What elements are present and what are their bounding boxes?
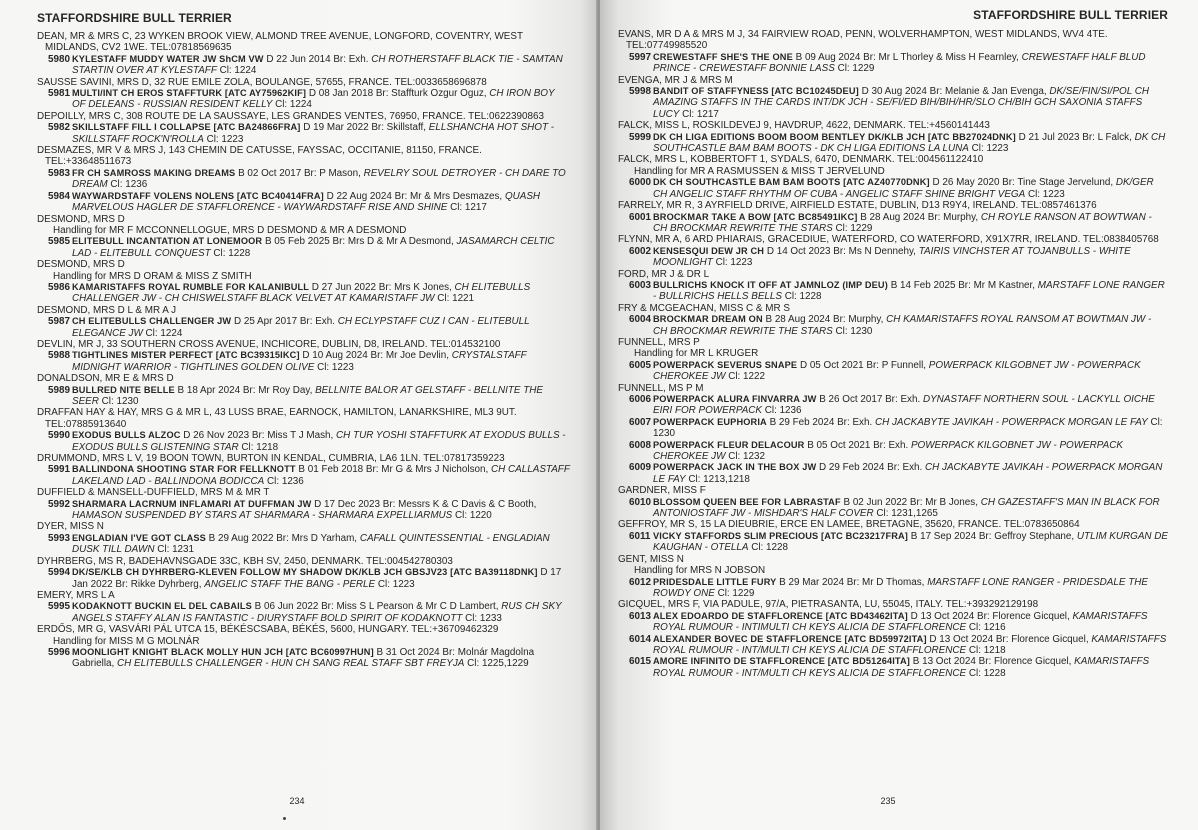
entry-number: 6011 [629,530,651,542]
dog-name: POWERPACK JACK IN THE BOX JW [653,462,817,473]
exhibitor-line: DONALDSON, MR E & MRS D [37,373,174,385]
dog-parentage: KAMARISTAFFS ROYAL RUMOUR - INTIMULTI CH KEYS ALICIA DE STAFFLORENCE [653,610,1148,634]
page-header: STAFFORDSHIRE BULL TERRIER [37,11,232,25]
dog-details: B 28 Aug 2024 Br: Murphy, [765,314,884,326]
dog-name: SKILLSTAFF FILL I COLLAPSE [ATC BA24866FRA] [72,122,301,133]
class-entries: Cl: 1217 [450,202,487,214]
dog-name: DK CH LIGA EDITIONS BOOM BOOM BENTLEY DK/KLB JCH [ATC BB27024DNK] [653,131,1016,142]
dog-details: D 13 Oct 2024 Br: Florence Gicquel, [929,633,1089,645]
dog-name: BROCKMAR TAKE A BOW [ATC BC85491IKC] [653,211,858,222]
dog-entry [618,212,1168,235]
dog-parentage: DK CH SOUTHCASTLE BAM BAM BOOTS - DK CH LIGA EDITIONS LA LUNA [653,131,1166,155]
dog-details: D 19 Mar 2022 Br: Skillstaff, [303,122,427,134]
dog-parentage: CH KAMARISTAFFS ROYAL RANSOM AT BOWTMAN JW - CH BROCKMAR REWRITE THE STARS [653,314,1152,337]
dog-parentage: DK/GER CH ANGELIC STAFF RHYTHM OF CUBA - ANGELIC STAFF SHINE BRIGHT VEGA [653,177,1154,200]
dog-parentage: CRYSTALSTAFF MIDNIGHT WARRIOR - TIGHTLINES GOLDEN OLIVE [72,350,527,373]
dog-details: D 05 Oct 2021 Br: P Funnell, [799,359,927,371]
exhibitor-line: SAUSSE SAVINI, MRS D, 32 RUE EMILE ZOLA, BOULANGE, 57655, FRANCE. TEL:0033658696878 [37,76,487,88]
entry-number: 6007 [629,416,651,428]
exhibitor-line: GICQUEL, MRS F, VIA PADULE, 97/A, PIETRASANTA, LU, 55045, ITALY. TEL:+393292129198 [618,599,1039,611]
dog-details: D 10 Aug 2024 Br: Mr Joe Devlin, [302,350,449,362]
dog-details: D 17 Dec 2023 Br: Messrs K & C Davis & C Booth, [314,498,537,510]
exhibitor-line: EMERY, MRS L A [37,589,115,601]
dog-entry [37,316,570,339]
entry-number: 5990 [48,430,70,442]
class-entries: Cl: 1217 [682,108,719,120]
entry-number: 5984 [48,190,70,202]
dog-parentage: TAIRIS VINCHSTER AT TOJANBULLS - WHITE MOONLIGHT [653,245,1131,269]
dog-details: B 26 Oct 2017 Br: Exh. [819,394,921,405]
class-entries: Cl: 1236 [764,405,802,417]
dog-name: WAYWARDSTAFF VOLENS NOLENS [ATC BC40414FRA] [72,190,324,201]
handling-line: Handling for MRS D ORAM & MISS Z SMITH [53,270,252,282]
dog-parentage: ELLSHANCHA HOT SHOT - SKILLSTAFF ROCK'N'ROLLA [72,122,555,145]
dog-details: D 08 Jan 2018 Br: Staffturk Ozgur Oguz, [308,88,487,100]
dog-details: B 05 Feb 2025 Br: Mrs D & Mr A Desmond, [264,236,454,248]
dog-details: B 06 Jun 2022 Br: Miss S L Pearson & Mr C D Lambert, [254,601,499,613]
dog-details: D 30 Aug 2024 Br: Melanie & Jan Evenga, [861,86,1047,98]
dog-entry [37,499,570,522]
class-entries: Cl: 1213,1218 [688,473,750,485]
dog-name: POWERPACK ALURA FINVARRA JW [653,394,817,404]
exhibitor-line: FALCK, MRS L, KOBBERTOFT 1, SYDALS, 6470, DENMARK. TEL:004561122410 [618,154,984,166]
entry-number: 5997 [629,51,651,63]
entry-number: 5980 [48,53,70,65]
exhibitor-line: DESMAZES, MR V & MRS J, 143 CHEMIN DE CATUSSE, FAYSSAC, OCCITANIE, 81150, FRANCE. TEL:+33648511673 [37,145,482,168]
dog-name: MOONLIGHT KNIGHT BLACK MOLLY HUN JCH [ATC BC60997HUN] [72,646,374,657]
dog-name: PRIDESDALE LITTLE FURY [653,576,777,587]
dog-details: B 29 Feb 2024 Br: Exh. [769,416,873,428]
entry-number: 6015 [629,656,651,668]
dog-details: B 29 Mar 2024 Br: Mr D Thomas, [779,576,925,588]
dog-parentage: CH JACKABYTE JAVIKAH - POWERPACK MORGAN LE FAY [874,416,1148,428]
dog-entry [37,601,570,624]
dog-parentage: CH TUR YOSHI STAFFTURK AT EXODUS BULLS - EXODUS BULLS GLISTENING STAR [72,430,566,453]
print-speck [283,817,286,820]
dog-details: B 13 Oct 2024 Br: Florence Gicquel, [912,656,1072,668]
left-page [0,0,598,830]
exhibitor-line: FUNNELL, MRS P [618,336,700,348]
entry-number: 5995 [48,601,70,613]
dog-parentage: CH IRON BOY OF DELEANS - RUSSIAN RESIDENT KELLY [72,88,555,111]
exhibitor-line: DEVLIN, MR J, 33 SOUTHERN CROSS AVENUE, INCHICORE, DUBLIN, D8, IRELAND. TEL:014532100 [37,338,501,350]
dog-entry [618,246,1168,269]
dog-parentage: UTLIM KURGAN DE KAUGHAN - OTELLA [653,530,1169,554]
exhibitor-line: GARDNER, MISS F [618,485,706,497]
dog-name: CREWESTAFF SHE'S THE ONE [653,51,793,62]
dog-parentage: CREWESTAFF HALF BLUD PRINCE - CREWESTAFF BONNIE LASS [653,51,1146,75]
dog-parentage: KAMARISTAFFS ROYAL RUMOUR - INT/MULTI CH KEYS ALICIA DE STAFFLORENCE [653,633,1167,656]
dog-parentage: CH CALLASTAFF LAKELAND LAD - BALLINDONA BODICCA [72,464,570,487]
entry-number: 6001 [629,211,651,223]
dog-entry [37,533,570,556]
dog-parentage: RUS CH SKY ANGELS STAFFY ALAN IS FANTASTIC - DIURYSTAFF BOLD SPIRIT OF KODAKNOTT [72,601,562,624]
dog-details: B 05 Oct 2021 Br: Exh. [807,439,909,451]
class-entries: Cl: 1229 [837,63,875,75]
dog-details: B 17 Sep 2024 Br: Geffroy Stephane, [910,530,1075,542]
dog-parentage: POWERPACK KILGOBNET JW - POWERPACK CHEROKEE JW [653,439,1123,463]
dog-name: KENSESQUI DEW JR CH [653,245,765,256]
dog-entry [618,577,1168,600]
dog-entry [37,350,570,373]
dog-parentage: POWERPACK KILGOBNET JW - POWERPACK CHEROKEE JW [653,359,1141,383]
entry-number: 6012 [629,576,651,588]
dog-name: KODAKNOTT BUCKIN EL DEL CABAILS [72,601,252,612]
dog-entry [37,567,570,590]
class-entries: Cl: 1218 [968,644,1006,656]
class-entries: Cl: 1230 [835,325,873,337]
dog-entry [618,86,1168,120]
entry-number: 5994 [48,567,70,579]
class-entries: Cl: 1223 [971,143,1009,155]
dog-name: BLOSSOM QUEEN BEE FOR LABRASTAF [653,496,841,507]
exhibitor-line: DYHRBERG, MS R, BADEHAVNSGADE 33C, KBH SV, 2450, DENMARK. TEL:004542780303 [37,555,453,567]
dog-entry [618,440,1168,463]
dog-entry [37,54,570,77]
entry-number: 5988 [48,350,70,362]
dog-parentage: HAMASON SUSPENDED BY STARS AT SHARMARA - SHARMARA EXPELLIARMUS [72,510,453,522]
dog-name: BALLINDONA SHOOTING STAR FOR FELLKNOTT [72,464,296,475]
dog-entry [618,417,1168,440]
dog-name: DK/SE/KLB CH DYHRBERG-KLEVEN FOLLOW MY SHADOW DK/KLB JCH GBSJV23 [ATC BA39118DNK] [72,567,538,578]
dog-name: BANDIT OF STAFFYNESS [ATC BC10245DEU] [653,86,859,97]
dog-parentage: CH ECLYPSTAFF CUZ I CAN - ELITEBULL ELEGANCE JW [72,316,530,339]
dog-details: D 21 Jul 2023 Br: L Falck, [1018,131,1132,143]
dog-entry [618,314,1168,337]
exhibitor-line: ERDŐS, MR G, VASVÁRI PÁL UTCA 15, BÉKÉSCSABA, BÉKÉS, 5600, HUNGARY. TEL:+36709462329 [37,624,499,636]
class-entries: Cl: 1233 [465,612,502,624]
dog-details: B 09 Aug 2024 Br: Mr L Thorley & Miss H Fearnley, [795,51,1019,63]
dog-parentage: REVELRY SOUL DETROYER - CH DARE TO DREAM [72,167,566,191]
entry-number: 6013 [629,610,651,622]
dog-details: B 14 Feb 2025 Br: Mr M Kastner, [890,279,1036,291]
dog-entry [618,177,1168,200]
class-entries: Cl: 1218 [241,441,279,453]
dog-name: TIGHTLINES MISTER PERFECT [ATC BC39315IKC] [72,350,300,361]
entry-number: 5983 [48,167,70,179]
exhibitor-line: GEFFROY, MR S, 15 LA DIEUBRIE, ERCE EN LAMEE, BRETAGNE, 35620, FRANCE. TEL:0783650864 [618,519,1080,531]
dog-parentage: BELLNITE BALOR AT GELSTAFF - BELLNITE THE SEER [72,384,544,407]
dog-parentage: CH ELITEBULLS CHALLENGER - HUN CH SANG REAL STAFF SBT FREYJA [117,658,465,670]
handling-line: Handling for MR F MCCONNELLOGUE, MRS D DESMOND & MR A DESMOND [53,224,407,236]
dog-details: D 27 Jun 2022 Br: Mrs K Jones, [311,281,452,293]
exhibitor-line: DRUMMOND, MRS L V, 19 BOON TOWN, BURTON IN KENDAL, CUMBRIA, LA6 1LN. TEL:07817359223 [37,453,505,465]
page-number: 235 [880,796,896,806]
dog-name: FR CH SAMROSS MAKING DREAMS [72,167,236,178]
entry-number: 6004 [629,314,651,326]
entry-number: 6002 [629,245,651,257]
class-entries: Cl: 1228 [751,542,789,554]
class-entries: Cl: 1224 [275,99,312,111]
entry-number: 5982 [48,122,70,134]
dog-entry [37,430,570,453]
dog-parentage: QUASH MARVELOUS HAGLER DE STAFFLORENCE - WAYWARDSTAFF RISE AND SHINE [72,190,541,214]
dog-name: ELITEBULL INCANTATION AT LONEMOOR [72,236,263,247]
dog-entry [37,236,570,259]
class-entries: Cl: 1236 [267,475,304,487]
dog-parentage: CH ROYLE RANSON AT BOWTWAN - CH BROCKMAR REWRITE THE STARS [653,211,1152,234]
class-entries: Cl: 1220 [455,510,492,522]
dog-parentage: JASAMARCH CELTIC LAD - ELITEBULL CONQUEST [72,236,555,259]
dog-details: B 18 Apr 2024 Br: Mr Roy Day, [177,384,313,396]
class-entries: Cl: 1216 [968,622,1006,634]
right-page [600,0,1198,830]
entry-number: 5981 [48,88,70,100]
class-entries: Cl: 1222 [728,371,765,383]
class-entries: Cl: 1224 [219,65,257,77]
dog-name: BULLRICHS KNOCK IT OFF AT JAMNLOZ (IMP DEU) [653,279,888,290]
dog-name: BROCKMAR DREAM ON [653,314,763,325]
dog-parentage: MARSTAFF LONE RANGER - PRIDESDALE THE ROWDY ONE [653,576,1148,599]
dog-name: BULLRED NITE BELLE [72,384,175,395]
class-entries: Cl: 1223 [206,133,244,145]
dog-entry [618,611,1168,634]
class-entries: Cl: 1231,1265 [876,508,938,520]
dog-entry [618,531,1168,554]
dog-parentage: ANGELIC STAFF THE BANG - PERLE [204,578,376,590]
entry-number: 5991 [48,464,70,476]
handling-line: Handling for MR L KRUGER [634,348,759,360]
entry-number: 6009 [629,462,651,474]
dog-details: B 29 Aug 2022 Br: Mrs D Yarham, [208,532,358,544]
dog-parentage: CH JACKABYTE JAVIKAH - POWERPACK MORGAN LE FAY [653,462,1163,485]
entry-number: 5989 [48,384,70,396]
dog-entry [618,132,1168,155]
dog-details: D 26 Nov 2023 Br: Miss T J Mash, [183,430,334,442]
dog-name: POWERPACK EUPHORIA [653,416,767,427]
class-entries: Cl: 1221 [437,293,475,305]
exhibitor-line: FORD, MR J & DR L [618,268,710,280]
dog-details: B 28 Aug 2024 Br: Murphy, [860,211,979,223]
dog-entry [618,394,1168,417]
entry-list [618,29,1168,679]
dog-parentage: CH ELITEBULLS CHALLENGER JW - CH CHISWELSTAFF BLACK VELVET AT KAMARISTAFF JW [72,281,531,305]
dog-entry [618,656,1168,679]
entry-number: 5986 [48,281,70,293]
handling-line: Handling for MISS M G MOLNÁR [53,635,200,647]
dog-entry [618,280,1168,303]
exhibitor-line: DEPOILLY, MRS C, 308 ROUTE DE LA SAUSSAYE, LES GRANDES VENTES, 76950, FRANCE. TEL:0622390863 [37,110,544,122]
dog-name: AMORE INFINITO DE STAFFLORENCE [ATC BD51264ITA] [653,656,910,667]
class-entries: Cl: 1223 [715,257,753,269]
entry-list [37,31,570,670]
dog-details: D 26 May 2020 Br: Tine Stage Jervelund, [932,177,1114,189]
entry-number: 6003 [629,279,651,291]
entry-number: 5987 [48,316,70,328]
dog-name: SHARMARA LACRNUM INFLAMARI AT DUFFMAN JW [72,498,312,509]
class-entries: Cl: 1231 [157,544,195,556]
exhibitor-line: DEAN, MR & MRS C, 23 WYKEN BROOK VIEW, ALMOND TREE AVENUE, LONGFORD, COVENTRY, WEST MIDLANDS, CV2 1WE. TEL:07818569635 [37,31,523,54]
dog-entry [37,385,570,408]
class-entries: Cl: 1229 [717,587,755,599]
dog-entry [37,122,570,145]
entry-number: 6005 [629,359,651,371]
dog-details: D 13 Oct 2024 Br: Florence Gicquel, [910,610,1070,622]
exhibitor-line: FUNNELL, MS P M [618,382,704,394]
dog-entry [618,497,1168,520]
class-entries: Cl: 1232 [728,451,765,463]
page-header: STAFFORDSHIRE BULL TERRIER [973,8,1168,22]
exhibitor-line: FALCK, MISS L, ROSKILDEVEJ 9, HAVDRUP, 4622, DENMARK. TEL:+4560141443 [618,120,990,132]
exhibitor-line: FRY & MCGEACHAN, MISS C & MR S [618,302,790,314]
handling-line: Handling for MR A RASMUSSEN & MISS T JERVELUND [634,165,885,177]
dog-name: CH ELITEBULLS CHALLENGER JW [72,316,232,327]
class-entries: Cl: 1228 [784,291,822,303]
class-entries: Cl: 1229 [835,222,873,234]
exhibitor-line: DESMOND, MRS D [37,259,125,271]
dog-entry [37,282,570,305]
dog-entry [37,647,570,670]
dog-name: DK CH SOUTHCASTLE BAM BAM BOOTS [ATC AZ40770DNK] [653,177,930,188]
exhibitor-line: EVANS, MR D A & MRS M J, 34 FAIRVIEW ROAD, PENN, WOLVERHAMPTON, WEST MIDLANDS, WV4 4TE. TEL:07749985520 [618,29,1108,52]
dog-parentage: KAMARISTAFFS ROYAL RUMOUR - INT/MULTI CH KEYS ALICIA DE STAFFLORENCE [653,656,1150,679]
class-entries: Cl: 1225,1229 [467,658,529,670]
class-entries: Cl: 1236 [110,179,148,191]
dog-parentage: CAFALL QUINTESSENTIAL - ENGLADIAN DUSK TILL DAWN [72,532,550,556]
dog-name: MULTI/INT CH EROS STAFFTURK [ATC AY75962KIF] [72,88,307,99]
entry-number: 6010 [629,496,651,508]
entry-number: 5985 [48,236,70,248]
dog-details: D 25 Apr 2017 Br: Exh. [233,316,335,328]
dog-name: VICKY STAFFORDS SLIM PRECIOUS [ATC BC23217FRA] [653,530,908,541]
exhibitor-line: DESMOND, MRS D [37,213,125,225]
dog-entry [618,634,1168,657]
dog-name: KYLESTAFF MUDDY WATER JW ShCM VW [72,53,264,64]
class-entries: Cl: 1228 [968,667,1006,679]
dog-details: D 14 Oct 2023 Br: Ms N Dennehy, [766,245,916,257]
dog-details: D 22 Aug 2024 Br: Mr & Mrs Desmazes, [326,190,503,202]
dog-name: POWERPACK SEVERUS SNAPE [653,359,798,370]
dog-details: D 17 Jan 2022 Br: Rikke Dyhrberg, [72,567,562,590]
dog-details: D 22 Jun 2014 Br: Exh. [266,53,369,65]
exhibitor-line: DYER, MISS N [37,521,104,533]
exhibitor-line: FARRELY, MR R, 3 AYRFIELD DRIVE, AIRFIELD ESTATE, DUBLIN, D13 R9Y4, IRELAND. TEL:0857461376 [618,200,1097,212]
dog-parentage: DK/SE/FIN/SI/POL CH AMAZING STAFFS IN THE CARDS INT/DK JCH - SE/FI/ED BIH/BIH/HR/SLO CH/BIH GCH SAXONIA STAFFS LUCY [653,86,1150,120]
class-entries: Cl: 1223 [1027,188,1065,200]
dog-entry [618,462,1168,485]
dog-name: KAMARISTAFFS ROYAL RUMBLE FOR KALANIBULL [72,281,310,292]
dog-details: B 02 Jun 2022 Br: Mr B Jones, [843,496,978,508]
entry-number: 5993 [48,532,70,544]
dog-entry [37,168,570,191]
dog-details: B 02 Oct 2017 Br: P Mason, [238,167,361,179]
dog-entry [618,360,1168,383]
dog-name: POWERPACK FLEUR DELACOUR [653,439,805,450]
class-entries: Cl: 1224 [145,327,183,339]
dog-name: EXODUS BULLS ALZOC [72,430,181,441]
class-entries: Cl: 1230 [653,416,1163,440]
dog-name: ALEXANDER BOVEC DE STAFFLORENCE [ATC BD59972ITA] [653,633,927,644]
entry-number: 6006 [629,394,651,405]
dog-entry [37,88,570,111]
handling-line: Handling for MRS N JOBSON [634,565,766,577]
exhibitor-line: DUFFIELD & MANSELL-DUFFIELD, MRS M & MR T [37,487,270,499]
class-entries: Cl: 1223 [317,361,354,373]
dog-details: B 01 Feb 2018 Br: Mr G & Mrs J Nicholson, [298,464,489,476]
class-entries: Cl: 1228 [213,247,251,259]
dog-parentage: CH ROTHERSTAFF BLACK TIE - SAMTAN STARTIN OVER AT KYLESTAFF [72,53,563,77]
exhibitor-line: FLYNN, MR A, 6 ARD PHIARAIS, GRACEDIUE, WATERFORD, CO WATERFORD, X91X7RR, IRELAND. TEL:0838405768 [618,234,1159,246]
entry-number: 5998 [629,86,651,98]
exhibitor-line: DRAFFAN HAY & HAY, MRS G & MR L, 43 LUSS BRAE, EARNOCK, HAMILTON, LANARKSHIRE, ML3 9UT. TEL:07885913640 [37,407,517,430]
dog-parentage: CH GAZESTAFF'S MAN IN BLACK FOR ANTONIOSTAFF JW - MISHDAR'S HALF COVER [653,496,1160,520]
dog-name: ALEX EDOARDO DE STAFFLORENCE [ATC BD43462ITA] [653,610,908,621]
entry-number: 6014 [629,633,651,645]
exhibitor-line: EVENGA, MR J & MRS M [618,74,733,86]
entry-number: 6008 [629,439,651,451]
class-entries: Cl: 1230 [101,396,139,407]
dog-details: B 31 Oct 2024 Br: Molnár Magdolna Gabriella, [72,646,535,670]
class-entries: Cl: 1223 [377,578,415,590]
entry-number: 5996 [48,646,70,658]
dog-parentage: MARSTAFF LONE RANGER - BULLRICHS HELLS BELLS [653,279,1165,303]
dog-entry [37,191,570,214]
dog-name: ENGLADIAN I'VE GOT CLASS [72,532,206,543]
entry-number: 5992 [48,498,70,510]
exhibitor-line: GENT, MISS N [618,553,684,565]
dog-entry [618,52,1168,75]
dog-parentage: DYNASTAFF NORTHERN SOUL - LACKYLL OICHE EIRI FOR POWERPACK [653,394,1155,417]
entry-number: 5999 [629,131,651,143]
exhibitor-line: DESMOND, MRS D L & MR A J [37,304,176,316]
dog-entry [37,464,570,487]
dog-details: D 29 Feb 2024 Br: Exh. [819,462,923,474]
entry-number: 6000 [629,177,651,189]
page-number: 234 [289,796,305,806]
